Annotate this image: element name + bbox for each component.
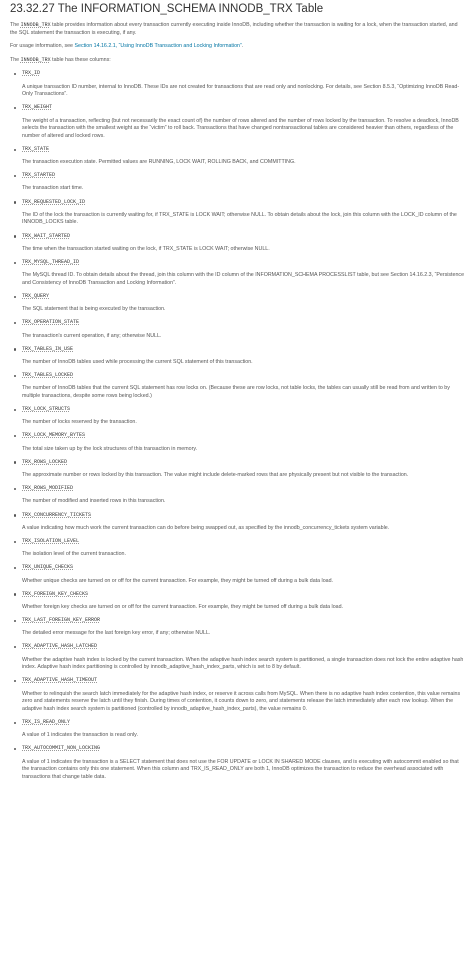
table-name-code[interactable]: INNODB_TRX [20,56,51,63]
column-description: Whether the adaptive hash index is locked by the current transaction. When the adaptive hash index search system is partitioned, a single transaction does not lock the entire adaptive hash index. Adaptive hash index partitioning is controlled by innodb_adaptive_hash_index_parts, which is set to 8 by default. [22,656,464,671]
column-description: The number of locks reserved by the transaction. [22,419,137,426]
column-list-item [22,677,464,713]
column-description: The time when the transaction started waiting on the lock, if TRX_STATE is LOCK WAIT; otherwise NULL. [22,245,270,252]
column-name[interactable]: TRX_ID [22,70,41,77]
column-name[interactable]: TRX_OPERATION_STATE [22,319,80,326]
column-list-item [22,564,464,585]
column-description: A value of 1 indicates the transaction is read only. [22,732,138,739]
column-list-item [22,259,464,287]
column-description: The transaction execution state. Permitted values are RUNNING, LOCK WAIT, ROLLING BACK, and COMMITTING. [22,159,296,166]
intro-paragraph: The INNODB_TRX table provides information about every transaction currently executing inside InnoDB, including whether the transaction is waiting for a lock, when the transaction started, and the SQL statement the transaction is executing, if any. [10,22,458,36]
column-description: The detailed error message for the last foreign key error, if any; otherwise NULL. [22,630,211,637]
column-description: A value indicating how much work the current transaction can do before being swapped out, as specified by the innodb_concurrency_tickets system variable. [22,524,390,531]
column-description: The number of InnoDB tables that the current SQL statement has row locks on. (Because these are row locks, not table locks, the tables can usually still be read from and written to by multiple transactions, despite some rows being locked.) [22,385,450,399]
column-name[interactable]: TRX_STATE [22,145,50,152]
column-name[interactable]: TRX_ROWS_MODIFIED [22,485,74,492]
column-list-item [22,485,464,506]
column-description: The number of modified and inserted rows in this transaction. [22,498,166,505]
column-description: A unique transaction ID number, internal to InnoDB. These IDs are not created for transactions that are read only and nonlocking. For details, see Section 8.5.3, “Optimizing InnoDB Read-Only Transactions”. [22,83,460,98]
column-list-item [22,293,464,314]
column-name[interactable]: TRX_UNIQUE_CHECKS [22,564,74,571]
column-name[interactable]: TRX_ADAPTIVE_HASH_LATCHED [22,643,98,650]
column-name[interactable]: TRX_LAST_FOREIGN_KEY_ERROR [22,617,101,624]
column-list [10,70,464,781]
column-description: A value of 1 indicates the transaction is a SELECT statement that does not use the FOR UPDATE or LOCK IN SHARED MODE clauses, and is executing with autocommit enabled so that the transaction contains only this one statement. When this column and TRX_IS_READ_ONLY are both 1, InnoDB optimizes the transaction to reduce the overhead associated with transactions that change table data. [22,758,459,780]
column-name[interactable]: TRX_ROWS_LOCKED [22,458,68,465]
column-name[interactable]: TRX_ADAPTIVE_HASH_TIMEOUT [22,677,98,684]
column-description: The ID of the lock the transaction is currently waiting for, if TRX_STATE is LOCK WAIT; otherwise NULL. To obtain details about the lock, join this column with the LOCK_ID column of the INNODB_LOCKS table. [22,211,457,226]
column-list-item [22,146,464,167]
column-list-item [22,233,464,254]
column-name[interactable]: TRX_LOCK_MEMORY_BYTES [22,432,86,439]
column-list-item [22,104,464,140]
column-name[interactable]: TRX_QUERY [22,292,50,299]
column-description: Whether foreign key checks are turned on or off for the current transaction. For example, they might be turned off during a bulk data load. [22,603,344,610]
column-description: The number of InnoDB tables used while processing the current SQL statement of this transaction. [22,358,253,365]
column-name[interactable]: TRX_ISOLATION_LEVEL [22,537,80,544]
column-list-item [22,617,464,638]
column-list-item [22,319,464,340]
column-name[interactable]: TRX_WEIGHT [22,104,53,111]
column-name[interactable]: TRX_TABLES_IN_USE [22,345,74,352]
column-description: The isolation level of the current transaction. [22,551,126,558]
page-title: 23.32.27 The INFORMATION_SCHEMA INNODB_TRX Table [10,3,324,15]
column-list-item [22,459,464,480]
column-list-item [22,538,464,559]
column-list-item [22,643,464,671]
column-description: The approximate number or rows locked by this transaction. The value might include delete-marked rows that are physically present but not visible to the transaction. [22,472,409,478]
column-list-item [22,70,464,98]
column-description: The total size taken up by the lock structures of this transaction in memory. [22,445,198,452]
column-description: The weight of a transaction, reflecting (but not necessarily the exact count of) the number of rows altered and the number of rows locked by the transaction. To resolve a deadlock, InnoDB selects the transaction with the smallest weight as the “victim” to roll back. Transactions that have changed nontransactional tables are considered heavier than others, regardless of the number of altered and locked rows. [22,117,459,139]
column-name[interactable]: TRX_REQUESTED_LOCK_ID [22,198,86,205]
column-list-item [22,719,464,740]
column-description: The MySQL thread ID. To obtain details about the thread, join this column with the ID column of the INFORMATION_SCHEMA PROCESSLIST table, but see Section 14.16.2.3, “Persistence and Consistency of InnoDB Transaction and Locking Information”. [22,272,465,286]
column-name[interactable]: TRX_TABLES_LOCKED [22,372,74,379]
column-description: Whether unique checks are turned on or off for the current transaction. For example, they might be turned off during a bulk data load. [22,577,334,584]
column-name[interactable]: TRX_AUTOCOMMIT_NON_LOCKING [22,745,101,752]
column-list-item [22,432,464,453]
column-name[interactable]: TRX_STARTED [22,172,56,179]
columns-intro-paragraph: The INNODB_TRX table has these columns: [10,56,111,63]
column-name[interactable]: TRX_FOREIGN_KEY_CHECKS [22,590,89,597]
column-list-item [22,406,464,427]
column-list-item [22,372,464,400]
column-list-item [22,591,464,612]
column-list-item [22,199,464,227]
usage-paragraph: For usage information, see Section 14.16.2.1, “Using InnoDB Transaction and Locking Information”. [10,43,244,50]
column-list-item [22,745,464,781]
column-description: The transaction start time. [22,185,84,192]
column-description: The SQL statement that is being executed by the transaction. [22,306,166,313]
column-list-item [22,512,464,533]
usage-section-link[interactable]: Section 14.16.2.1, “Using InnoDB Transaction and Locking Information” [74,43,242,50]
column-name[interactable]: TRX_IS_READ_ONLY [22,718,71,725]
column-name[interactable]: TRX_MYSQL_THREAD_ID [22,259,80,265]
column-name[interactable]: TRX_LOCK_STRUCTS [22,406,71,413]
column-description: Whether to relinquish the search latch immediately for the adaptive hash index, or reserve it across calls from MySQL. When there is no adaptive hash index contention, this value remains zero and statements reserve the latch until they finish. During times of contention, it counts down to zero, and statements release the latch immediately after each row lookup. When the adaptive hash index search system is partitioned (controlled by innodb_adaptive_hash_index_parts), the value remains 0. [22,690,461,712]
column-list-item [22,172,464,193]
table-name-code[interactable]: INNODB_TRX [20,22,51,28]
column-name[interactable]: TRX_CONCURRENCY_TICKETS [22,511,92,518]
column-description: The transaction's current operation, if any; otherwise NULL. [22,332,162,339]
column-name[interactable]: TRX_WAIT_STARTED [22,232,71,239]
column-list-item [22,346,464,367]
